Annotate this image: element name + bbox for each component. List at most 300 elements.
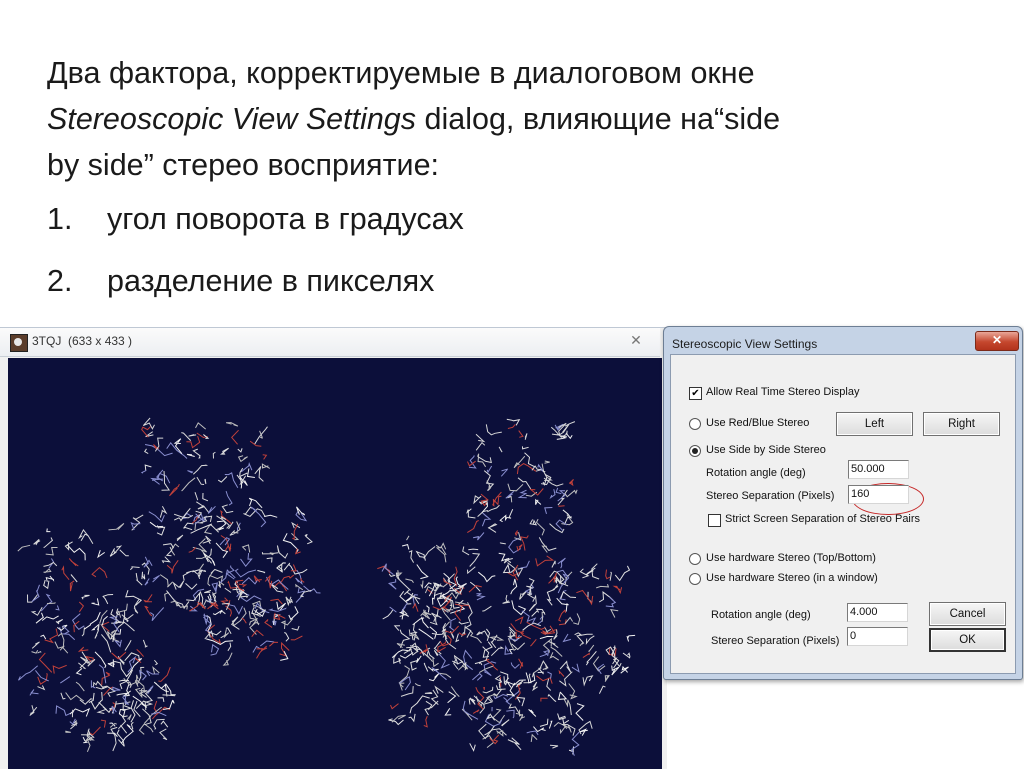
bond-strand (545, 461, 550, 463)
bond-strand (270, 599, 282, 604)
list-text: разделение в пикселях (107, 258, 434, 304)
bond-strand (89, 727, 101, 735)
bond-strand (211, 645, 219, 655)
bond-strand (255, 466, 264, 481)
bond-strand (60, 677, 70, 684)
bond-strand (511, 663, 519, 669)
bond-strand (79, 647, 89, 652)
bond-strand (565, 422, 575, 427)
bond-strand (470, 699, 475, 705)
bond-strand (605, 675, 609, 682)
bond-strand (507, 497, 511, 503)
bond-strand (454, 567, 457, 587)
strict-screen-checkbox[interactable] (708, 514, 721, 527)
bond-strand (509, 538, 521, 553)
bond-strand (409, 551, 414, 563)
bond-strand (187, 454, 195, 456)
bond-strand (32, 607, 42, 615)
bond-strand (70, 581, 74, 591)
bond-strand (549, 573, 557, 584)
stereo-molecule-canvas[interactable] (8, 358, 662, 769)
slide-line-2 (47, 96, 1007, 142)
bond-strand (548, 695, 556, 702)
list-number: 1. (47, 196, 107, 242)
dialog-body (670, 354, 1016, 674)
bond-strand (53, 665, 66, 673)
sbs-rotation-field[interactable]: 50.000 (848, 460, 909, 479)
bond-strand (92, 598, 99, 605)
bond-strand (18, 545, 30, 551)
bond-strand (576, 591, 592, 604)
bond-strand (541, 698, 548, 701)
bond-strand (110, 548, 116, 556)
bond-strand (305, 534, 312, 543)
bond-strand (445, 626, 459, 633)
right-button[interactable]: Right (923, 412, 1000, 436)
bond-strand (65, 731, 71, 732)
hw-separation-field[interactable]: 0 (847, 627, 908, 646)
bond-strand (572, 732, 579, 756)
bond-strand (490, 735, 499, 744)
bond-strand (537, 519, 545, 535)
bond-strand (189, 602, 205, 611)
bond-strand (110, 723, 117, 727)
bond-strand (19, 666, 38, 681)
bond-strand (254, 576, 262, 583)
bond-strand (606, 597, 616, 607)
list-number: 2. (47, 258, 107, 304)
sbs-rotation-label: Rotation angle (deg) (706, 467, 806, 479)
bond-strand (437, 598, 445, 599)
bond-strand (429, 673, 439, 680)
bond-strand (540, 651, 549, 657)
bond-strand (508, 740, 514, 743)
bond-strand (291, 636, 303, 640)
molecule-render (8, 358, 662, 769)
bond-strand (222, 505, 233, 513)
bond-strand (199, 564, 203, 575)
bond-strand (119, 709, 125, 717)
bond-strand (131, 700, 135, 722)
bond-strand (437, 548, 446, 563)
bond-strand (564, 699, 570, 706)
bond-strand (550, 652, 558, 660)
bond-strand (500, 516, 507, 522)
bond-strand (547, 589, 554, 605)
bond-strand (238, 448, 242, 452)
bond-strand (45, 629, 58, 643)
hw-rotation-field[interactable]: 4.000 (847, 603, 908, 622)
bond-strand (486, 715, 502, 727)
ok-button[interactable]: OK (929, 628, 1006, 652)
bond-strand (473, 533, 484, 541)
bond-strand (435, 687, 443, 694)
left-button[interactable]: Left (836, 412, 913, 436)
bond-strand (56, 606, 59, 610)
bond-strand (529, 596, 536, 611)
bond-strand (212, 583, 217, 592)
bond-strand (153, 575, 160, 582)
bond-strand (532, 611, 539, 617)
bond-strand (596, 584, 608, 588)
bond-strand (142, 470, 146, 473)
bond-strand (71, 575, 77, 583)
bond-strand (463, 547, 469, 555)
bond-strand (538, 668, 544, 674)
bond-strand (487, 481, 491, 490)
bond-strand (153, 667, 159, 674)
bond-strand (236, 569, 256, 577)
bond-strand (407, 536, 410, 540)
bond-strand (559, 671, 564, 676)
bond-strand (552, 561, 555, 568)
bond-strand (612, 647, 616, 654)
allow-realtime-checkbox[interactable]: ✔ (689, 387, 702, 400)
bond-strand (144, 557, 152, 568)
bond-strand (472, 674, 482, 681)
bond-strand (536, 556, 553, 566)
bond-strand (189, 548, 196, 553)
bond-strand (395, 626, 400, 631)
bond-strand (540, 719, 548, 727)
bond-strand (522, 611, 535, 623)
bond-strand (84, 612, 100, 629)
bond-strand (551, 647, 563, 656)
molecule-window (0, 327, 667, 769)
bond-strand (189, 435, 197, 437)
bond-strand (599, 592, 613, 602)
bond-strand (504, 698, 510, 705)
bond-strand (119, 680, 129, 681)
bond-strand (167, 560, 178, 573)
bond-strand (470, 743, 476, 750)
bond-strand (508, 424, 515, 428)
bond-strand (44, 580, 49, 588)
list-item (47, 258, 1007, 320)
bond-strand (579, 721, 592, 734)
bond-strand (424, 663, 428, 672)
bond-strand (67, 545, 85, 561)
bond-strand (506, 710, 514, 718)
bond-strand (389, 579, 396, 589)
hw-window-radio[interactable] (689, 573, 701, 585)
bond-strand (547, 626, 557, 634)
bond-strand (594, 657, 606, 671)
bond-strand (232, 617, 240, 630)
bond-strand (545, 508, 553, 514)
bond-strand (161, 721, 168, 727)
sbs-separation-field[interactable]: 160 (848, 485, 909, 504)
bond-strand (44, 569, 51, 573)
dialog-title: Stereoscopic View Settings (672, 337, 817, 351)
bond-strand (56, 706, 74, 715)
bond-strand (467, 520, 478, 532)
bond-strand (46, 548, 58, 555)
bond-strand (103, 595, 113, 604)
window-size: (633 x 433 ) (68, 334, 132, 348)
bond-strand (610, 572, 611, 581)
bond-strand (531, 735, 537, 742)
bond-strand (569, 479, 573, 485)
bond-strand (283, 533, 298, 553)
bond-strand (476, 434, 484, 441)
bond-strand (484, 687, 485, 690)
bond-strand (228, 643, 231, 651)
bond-strand (487, 505, 499, 512)
bond-strand (296, 570, 302, 584)
bond-strand (549, 721, 551, 728)
bond-strand (417, 552, 426, 561)
bond-strand (523, 446, 529, 449)
bond-strand (163, 544, 174, 548)
hw-separation-label: Stereo Separation (Pixels) (711, 635, 839, 647)
bond-strand (531, 489, 544, 496)
bond-strand (559, 692, 567, 700)
bond-strand (195, 492, 198, 500)
bond-strand (421, 610, 426, 618)
molecule-app-icon (10, 334, 28, 352)
bond-strand (491, 637, 503, 641)
bond-strand (96, 687, 107, 689)
bond-strand (551, 489, 555, 497)
bond-strand (536, 500, 541, 505)
bond-strand (536, 609, 545, 614)
bond-strand (539, 537, 556, 550)
bond-strand (529, 709, 536, 716)
bond-strand (415, 683, 421, 685)
bond-strand (527, 731, 538, 735)
bond-strand (485, 670, 491, 675)
slide-line-1: Два фактора, корректируемые в диалоговом окне (47, 50, 1007, 96)
bond-strand (112, 687, 120, 690)
bond-strand (81, 534, 88, 541)
bond-strand (612, 666, 619, 675)
bond-strand (561, 592, 576, 599)
slide-line-2-rest: dialog, влияющие на“side (416, 102, 780, 136)
bond-strand (204, 590, 211, 592)
bond-strand (126, 590, 141, 605)
bond-strand (191, 524, 212, 533)
bond-strand (623, 653, 630, 658)
bond-strand (188, 471, 194, 473)
bond-strand (599, 686, 605, 694)
bond-strand (263, 455, 267, 460)
bond-strand (606, 570, 610, 579)
bond-strand (475, 662, 480, 664)
close-icon[interactable]: ✕ (975, 331, 1019, 351)
bond-strand (140, 724, 154, 735)
bond-strand (203, 493, 208, 501)
bond-strand (583, 676, 592, 685)
bond-strand (65, 542, 72, 550)
bond-strand (117, 730, 124, 747)
bond-strand (61, 693, 66, 699)
bond-strand (508, 484, 523, 491)
bond-strand (77, 668, 82, 674)
cancel-button[interactable]: Cancel (929, 602, 1006, 626)
bond-strand (572, 664, 579, 672)
bond-strand (155, 438, 163, 451)
bond-strand (32, 585, 40, 602)
strict-screen-label: Strict Screen Separation of Stereo Pairs (725, 513, 920, 525)
bond-strand (519, 431, 523, 438)
bond-strand (559, 610, 566, 621)
bond-strand (515, 617, 523, 624)
bond-strand (447, 606, 453, 612)
bond-strand (611, 610, 618, 618)
bond-strand (150, 608, 163, 621)
bond-strand (160, 575, 168, 587)
bond-strand (205, 479, 206, 484)
bond-strand (427, 606, 430, 613)
molecule-left-view (18, 418, 321, 752)
bond-strand (558, 558, 566, 568)
bond-strand (563, 718, 569, 723)
bond-strand (433, 592, 436, 605)
bond-strand (277, 546, 287, 559)
bond-strand (163, 700, 174, 709)
bond-strand (219, 581, 221, 588)
bond-strand (473, 710, 479, 714)
stereo-settings-dialog (663, 326, 1023, 680)
bond-strand (424, 547, 435, 559)
bond-strand (101, 720, 106, 728)
bond-strand (160, 506, 166, 517)
bond-strand (248, 636, 250, 641)
list-item (47, 196, 1007, 258)
bond-strand (30, 707, 36, 715)
bond-strand (136, 688, 143, 697)
bond-strand (218, 477, 227, 483)
bond-strand (583, 653, 589, 657)
bond-strand (627, 635, 635, 641)
bond-strand (98, 550, 105, 557)
bond-strand (109, 523, 124, 530)
bond-strand (81, 729, 89, 735)
bond-strand (464, 651, 473, 670)
bond-strand (424, 716, 428, 727)
bond-strand (55, 642, 64, 651)
bond-strand (413, 604, 418, 612)
bond-strand (547, 679, 551, 691)
hw-window-label: Use hardware Stereo (in a window) (706, 572, 878, 584)
bond-strand (257, 571, 264, 574)
bond-strand (267, 558, 272, 563)
bond-strand (553, 585, 558, 590)
bond-strand (265, 620, 272, 628)
bond-strand (30, 690, 39, 696)
molecule-window-titlebar[interactable] (0, 328, 660, 357)
bond-strand (557, 598, 569, 611)
bond-strand (125, 640, 131, 650)
bond-strand (160, 729, 167, 740)
bond-strand (280, 575, 294, 584)
factor-list (47, 196, 1007, 320)
bond-strand (512, 738, 521, 750)
bond-strand (232, 608, 246, 626)
bond-strand (409, 714, 416, 721)
bond-strand (506, 509, 512, 518)
bond-strand (496, 731, 503, 736)
bond-strand (477, 631, 489, 638)
bond-strand (66, 693, 84, 702)
bond-strand (417, 565, 428, 579)
bond-strand (615, 566, 629, 581)
bond-strand (560, 662, 571, 673)
side-by-side-radio[interactable] (689, 445, 701, 457)
bond-strand (163, 557, 170, 563)
bond-strand (411, 661, 417, 670)
bond-strand (46, 576, 53, 582)
bond-strand (158, 667, 170, 681)
bond-strand (493, 709, 505, 722)
bond-strand (58, 633, 68, 653)
bond-strand (76, 682, 84, 691)
bond-strand (145, 465, 151, 470)
bond-strand (499, 447, 502, 452)
bond-strand (468, 567, 476, 573)
bond-strand (580, 643, 583, 646)
bond-strand (242, 618, 246, 623)
bond-strand (196, 423, 206, 429)
bond-strand (131, 722, 133, 729)
bond-strand (167, 443, 187, 459)
bond-strand (241, 464, 252, 472)
bond-strand (580, 729, 588, 735)
bond-strand (501, 720, 509, 726)
bond-strand (197, 477, 204, 484)
bond-strand (145, 606, 152, 616)
close-icon[interactable]: ✕ (628, 333, 644, 347)
bond-strand (225, 629, 229, 637)
bond-strand (79, 530, 93, 544)
bond-strand (171, 601, 177, 605)
bond-strand (482, 513, 490, 526)
bond-strand (150, 522, 163, 527)
hw-top-bottom-radio[interactable] (689, 553, 701, 565)
bond-strand (451, 687, 459, 697)
bond-strand (417, 656, 422, 663)
bond-strand (530, 639, 536, 646)
bond-strand (253, 647, 260, 653)
bond-strand (110, 621, 124, 639)
bond-strand (557, 436, 567, 440)
bond-strand (569, 684, 577, 699)
bond-strand (410, 696, 430, 713)
bond-strand (245, 507, 253, 514)
bond-strand (289, 606, 298, 619)
bond-strand (389, 574, 395, 576)
bond-strand (234, 522, 240, 534)
bond-strand (525, 433, 527, 439)
bond-strand (573, 613, 580, 624)
bond-strand (420, 644, 428, 653)
red-blue-radio[interactable] (689, 418, 701, 430)
list-text: угол поворота в градусах (107, 196, 464, 242)
bond-strand (270, 553, 274, 555)
bond-strand (419, 629, 434, 639)
bond-strand (476, 443, 485, 451)
bond-strand (239, 584, 247, 587)
bond-strand (421, 581, 423, 588)
bond-strand (284, 563, 290, 570)
bond-strand (432, 609, 439, 618)
bond-strand (292, 626, 299, 630)
bond-strand (123, 611, 134, 631)
bond-strand (154, 682, 166, 691)
bond-strand (467, 509, 475, 518)
bond-strand (519, 659, 523, 669)
